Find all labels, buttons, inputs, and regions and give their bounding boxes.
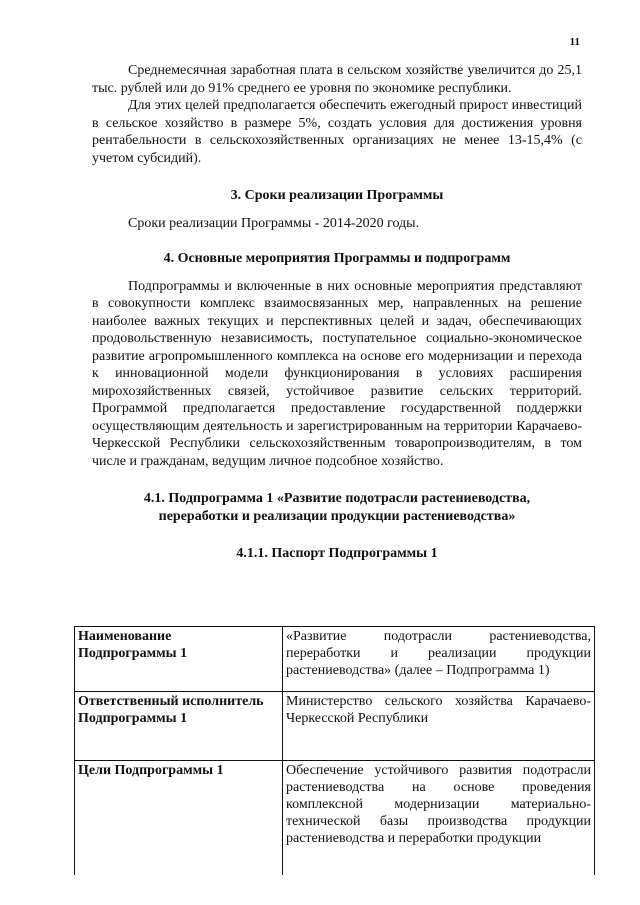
table-cell-value: «Развитие подотрасли растениеводства, переработки и реализации продукции растениеводства» (далее – Подпрограмма 1) <box>283 627 595 692</box>
document-body <box>92 62 582 581</box>
passport-table <box>74 626 595 875</box>
table-cell-value: Министерство сельского хозяйства Карачаево-Черкесской Республики <box>283 692 595 761</box>
table-cell-label <box>75 692 283 761</box>
page-number: 11 <box>569 36 580 48</box>
label-line: Ответственный исполнитель <box>78 694 264 709</box>
subsection-heading-4-1-line1: 4.1. Подпрограмма 1 «Развитие подотрасли растениеводства, <box>143 491 531 506</box>
table-row <box>75 761 595 876</box>
subsection-heading-4-1 <box>92 490 582 525</box>
subsection-heading-4-1-line2: переработки и реализации продукции растениеводства» <box>158 508 516 524</box>
table-cell-label <box>75 761 283 876</box>
subsection-heading-4-1-1: 4.1.1. Паспорт Подпрограммы 1 <box>236 546 438 561</box>
label-line: Подпрограммы 1 <box>78 711 188 726</box>
paragraph-measures: Подпрограммы и включенные в них основные мероприятия представляют в совокупности комплекс взаимосвязанных мер, направленных на решение наиболее важных текущих и перспективных целей и задач, обеспечивающих продовольственную независимость, поступательное социально-экономическое развитие агропромышленного комплекса на основе его модернизации и перехода к инновационной модели функционирования в условиях расширения мирохозяйственных связей, устойчивое развитие сельских территорий. Программой предполагается предоставление государственной поддержки осуществляющим деятельность и зарегистрированным на территории Карачаево-Черкесской Республики сельскохозяйственным товаропроизводителям, в том числе и гражданам, ведущим личное подсобное хозяйство. <box>92 278 582 469</box>
label-line: Наименование <box>78 629 172 644</box>
label-line: Подпрограммы 1 <box>78 646 188 661</box>
table-row <box>75 627 595 692</box>
section-heading-3: 3. Сроки реализации Программы <box>230 188 444 203</box>
table-row <box>75 692 595 761</box>
paragraph-timeframe: Сроки реализации Программы - 2014-2020 годы. <box>128 215 420 231</box>
paragraph-salary: Среднемесячная заработная плата в сельском хозяйстве увеличится до 25,1 тыс. рублей или до 91% среднего ее уровня по экономике республики. <box>92 63 582 96</box>
section-heading-4: 4. Основные мероприятия Программы и подпрограмм <box>163 251 511 266</box>
label-line: Цели Подпрограммы 1 <box>78 763 224 778</box>
table-cell-label <box>75 627 283 692</box>
paragraph-investment: Для этих целей предполагается обеспечить ежегодный прирост инвестиций в сельское хозяйство в размере 5%, создать условия для достижения уровня рентабельности в сельскохозяйственных организациях не менее 13-15,4% (с учетом субсидий). <box>92 98 582 166</box>
table-cell-value: Обеспечение устойчивого развития подотрасли растениеводства на основе проведения комплексной модернизации материально-технической базы производства продукции растениеводства и переработки продукции <box>283 761 595 876</box>
